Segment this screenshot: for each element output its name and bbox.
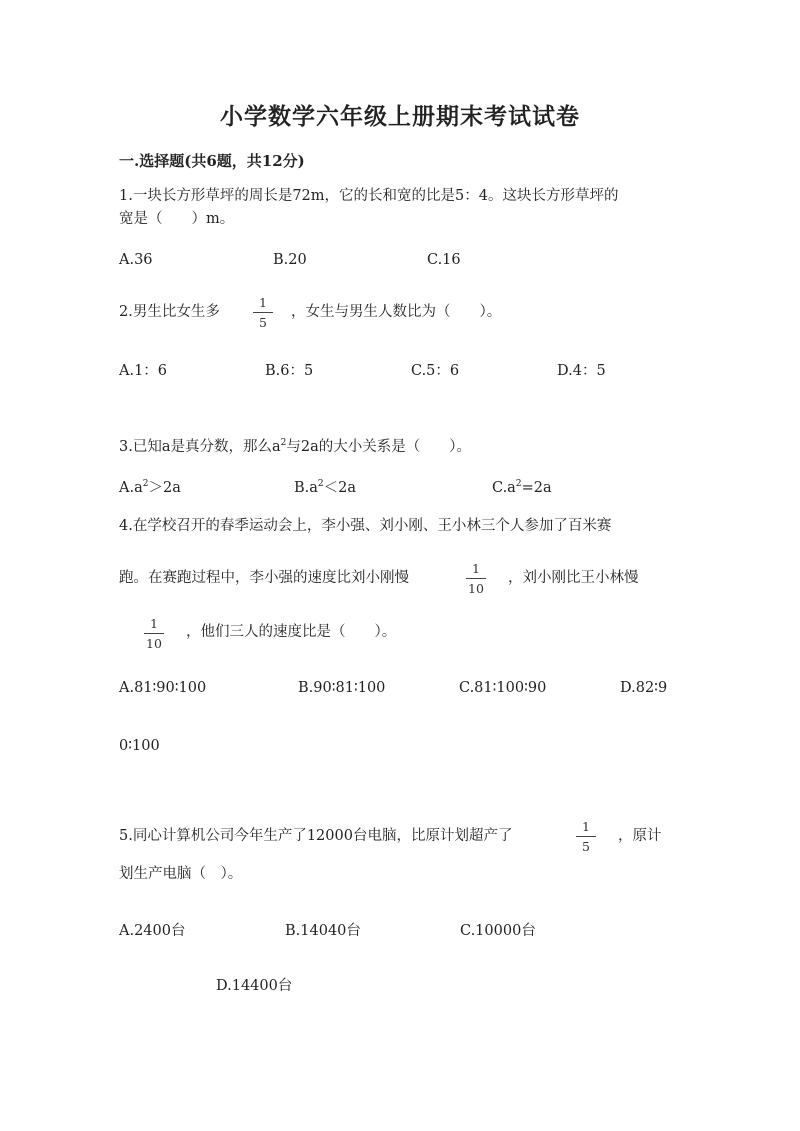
question-4-option-a: A.81∶90∶100: [119, 680, 207, 696]
page-title: 小学数学六年级上册期末考试试卷: [220, 103, 580, 130]
superscript: 2: [280, 438, 287, 449]
fraction-numerator: 1: [259, 295, 267, 310]
question-2-option-a: A.1：6: [119, 363, 168, 379]
question-1-line-2: 宽是（ ）m。: [119, 211, 235, 227]
question-5-line-1: 5.同心计算机公司今年生产了12000台电脑，比原计划超产了: [119, 828, 513, 844]
fraction-bar: [466, 578, 486, 579]
question-4-line-1: 4.在学校召开的春季运动会上，李小强、刘小刚、王小林三个人参加了百米赛: [119, 518, 612, 534]
question-2-fraction: [252, 296, 274, 329]
option-text: =2a: [521, 480, 552, 496]
question-5-fraction: [575, 820, 597, 853]
question-5-option-a: A.2400台: [119, 923, 186, 939]
question-2-text-before: 2.男生比女生多: [119, 304, 220, 320]
question-4-fraction-2: [143, 617, 165, 650]
question-1-option-b: B.20: [273, 252, 307, 268]
fraction-bar: [576, 836, 596, 837]
fraction-denominator: 5: [259, 315, 267, 330]
question-3-text-b: 与2a的大小关系是（ ）。: [286, 439, 471, 455]
option-text: A.a: [119, 480, 143, 496]
question-1-line-1: 1.一块长方形草坪的周长是72m，它的长和宽的比是5：4。这块长方形草坪的: [119, 188, 619, 204]
question-3-option-c: [492, 478, 552, 498]
question-2-text-after: ，女生与男生人数比为（ ）。: [291, 304, 502, 320]
fraction-denominator: 5: [582, 839, 590, 854]
question-4-line-3: ，他们三人的速度比是（ ）。: [186, 624, 397, 640]
question-1-option-a: A.36: [119, 252, 153, 268]
question-3-text-a: 3.已知a是真分数，那么a: [119, 439, 281, 455]
fraction-numerator: 1: [150, 616, 158, 631]
question-4-fraction-1: [465, 562, 487, 595]
superscript: 2: [142, 479, 149, 490]
question-4-option-d-wrap: 0∶100: [119, 738, 160, 754]
question-5-option-c: C.10000台: [460, 923, 536, 939]
fraction-numerator: 1: [472, 561, 480, 576]
question-3-option-a: [119, 478, 181, 498]
question-5-line-1-after: ，原计: [618, 828, 662, 844]
question-5-line-2: 划生产电脑（ ）。: [119, 866, 243, 882]
question-5-option-d: D.14400台: [216, 978, 293, 994]
superscript: 2: [317, 479, 324, 490]
question-2-option-c: C.5：6: [411, 363, 460, 379]
superscript: 2: [515, 479, 522, 490]
question-4-option-c: C.81∶100∶90: [459, 680, 547, 696]
question-3-option-b: [294, 478, 356, 498]
fraction-denominator: 10: [146, 636, 162, 651]
option-text: B.a: [294, 480, 318, 496]
question-4-line-2-after: ，刘小刚比王小林慢: [508, 570, 639, 586]
question-2-option-b: B.6：5: [265, 363, 314, 379]
option-text: ＞2a: [148, 480, 181, 496]
question-5-option-b: B.14040台: [285, 923, 361, 939]
fraction-bar: [144, 633, 164, 634]
option-text: C.a: [492, 480, 516, 496]
question-2-option-d: D.4：5: [557, 363, 606, 379]
fraction-bar: [253, 312, 273, 313]
question-4-option-b: B.90∶81∶100: [298, 680, 386, 696]
option-text: ＜2a: [323, 480, 357, 496]
fraction-numerator: 1: [582, 819, 590, 834]
question-3-text: [119, 437, 471, 457]
question-1-option-c: C.16: [427, 252, 461, 268]
section-heading: 一.选择题(共6题，共12分): [119, 152, 305, 170]
fraction-denominator: 10: [468, 581, 484, 596]
question-4-line-2: 跑。在赛跑过程中，李小强的速度比刘小刚慢: [119, 570, 409, 586]
question-4-option-d: D.82∶9: [620, 680, 668, 696]
